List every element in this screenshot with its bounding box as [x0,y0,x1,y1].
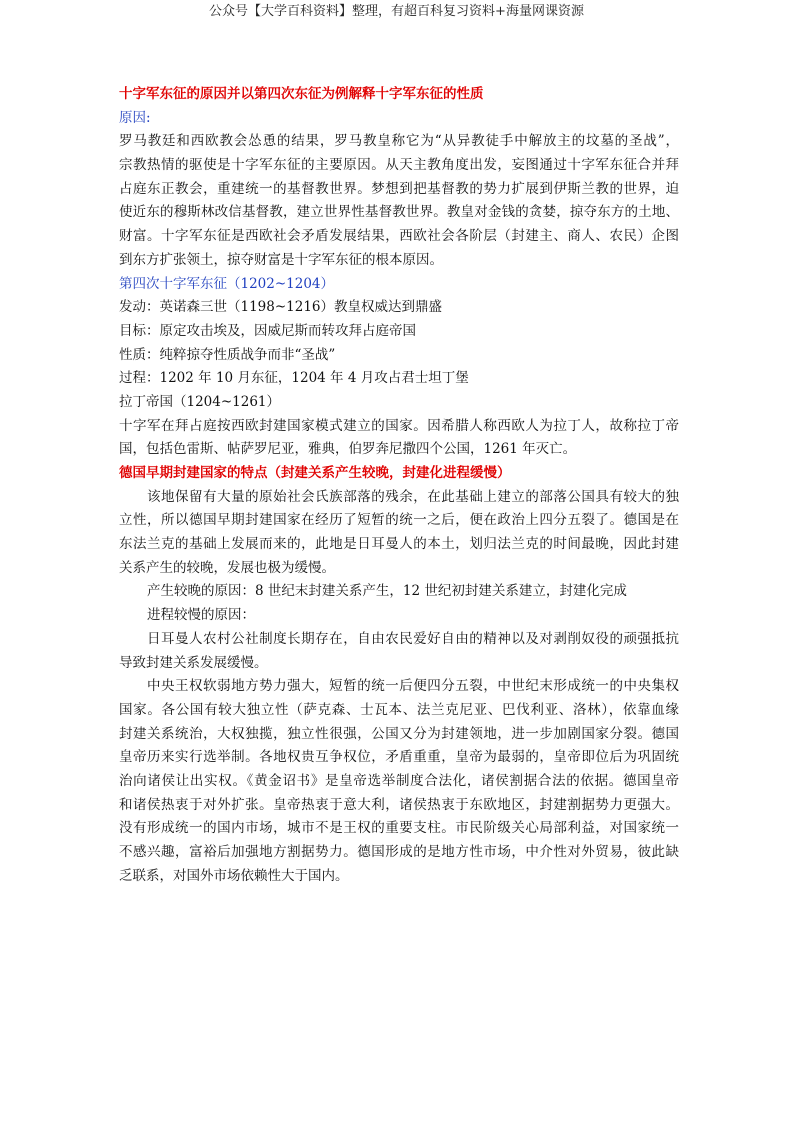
page-header: 公众号【大学百科资料】整理，有超百科复习资料+海量网课资源 [209,4,584,19]
text-line: 乏联系，对国外市场依赖性大于国内。 [119,867,349,884]
text-line: 不感兴趣，富裕后加强地方割据势力。德国形成的是地方性市场，中介性对外贸易，彼此缺 [119,844,679,860]
text-line: 性质：纯粹掠夺性质战争而非“圣战” [119,346,336,363]
text-line: 国，包括色雷斯、帖萨罗尼亚，雅典，伯罗奔尼撒四个公国，1261 年灭亡。 [119,441,577,458]
text-line: 该地保留有大量的原始社会氏族部落的残余，在此基础上建立的部落公国具有较大的独 [147,488,679,505]
text-line: 发动：英诺森三世（1198~1216）教皇权威达到鼎盛 [119,299,443,316]
text-line: 东法兰克的基础上发展而来的，此地是日耳曼人的本土，划归法兰克的时间最晚，因此封建 [119,536,679,553]
document-body [119,83,679,888]
section-title-germany: 德国早期封建国家的特点（封建关系产生较晚，封建化进程缓慢） [119,465,511,481]
text-line: 宗教热情的驱使是十字军东征的主要原因。从天主教角度出发，妄图通过十字军东征合并拜 [119,157,679,174]
text-line: 罗马教廷和西欧教会怂恿的结果，罗马教皇称它为“从异教徒手中解放主的坟墓的圣战”， [119,133,679,150]
late-reason-line: 产生较晚的原因：8 世纪末封建关系产生，12 世纪初封建关系建立，封建化完成 [147,583,627,600]
text-line: 过程：1202 年 10 月东征，1204 年 4 月攻占君士坦丁堡 [119,370,469,387]
germany-paragraph-1 [119,486,679,510]
text-line: 到东方扩张领土，掠夺财富是十字军东征的根本原因。 [119,251,443,268]
reason-paragraph [119,130,679,272]
text-line: 治向诸侯让出实权。《黄金诏书》是皇帝选举制度合法化，诸侯割据合法的依据。德国皇帝 [119,772,679,789]
text-line: 没有形成统一的国内市场，城市不是王权的重要支柱。市民阶级关心局部利益，对国家统一 [119,820,679,837]
text-line: 关系产生的较晚，发展也极为缓慢。 [119,559,335,576]
text-line: 中央王权软弱地方势力强大，短暂的统一后便四分五裂，中世纪末形成统一的中央集权 [147,678,679,695]
text-line: 和诸侯热衷于对外扩张。皇帝热衷于意大利，诸侯热衷于东欧地区，封建割据势力更强大。 [119,796,679,813]
slow-reason-label: 进程较慢的原因： [147,607,255,624]
germany-paragraph-2 [119,628,679,675]
text-line: 十字军在拜占庭按西欧封建国家模式建立的国家。因希腊人称西欧人为拉丁人，故称拉丁帝 [119,417,679,434]
text-line: 国家。各公国有较大独立性（萨克森、士瓦本、法兰克尼亚、巴伐利亚、洛林），依靠血缘 [119,701,679,718]
fourth-crusade-details [119,296,679,414]
text-line: 立性，所以德国早期封建国家在经历了短暂的统一之后，便在政治上四分五裂了。德国是在 [119,512,679,529]
text-line: 目标：原定攻击埃及，因威尼斯而转攻拜占庭帝国 [119,322,416,339]
text-line: 占庭东正教会，重建统一的基督教世界。梦想到把基督教的势力扩展到伊斯兰教的世界，迫 [119,180,679,197]
section-title-crusades: 十字军东征的原因并以第四次东征为例解释十字军东征的性质 [119,86,484,102]
latin-empire-paragraph [119,415,679,462]
text-line: 皇帝历来实行选举制。各地权贵互争权位，矛盾重重，皇帝为最弱的，皇帝即位后为巩固统 [119,749,679,766]
text-line: 拉丁帝国（1204~1261） [119,393,281,410]
text-line: 财富。十字军东征是西欧社会矛盾发展结果，西欧社会各阶层（封建主、商人、农民）企图 [119,228,679,245]
text-line: 日耳曼人农村公社制度长期存在，自由农民爱好自由的精神以及对剥削奴役的顽强抵抗 [147,630,679,647]
text-line: 导致封建关系发展缓慢。 [119,654,268,671]
text-line: 封建关系统治，大权独揽，独立性很强，公国又分为封建领地，进一步加剧国家分裂。德国 [119,725,679,742]
reason-label: 原因: [119,109,151,126]
germany-paragraph-3 [119,675,679,888]
text-line: 使近东的穆斯林改信基督教，建立世界性基督教世界。教皇对金钱的贪婪，掠夺东方的土地、 [119,204,679,221]
fourth-crusade-label: 第四次十字军东征（1202~1204） [119,275,335,292]
germany-paragraph-1-cont [119,509,679,580]
